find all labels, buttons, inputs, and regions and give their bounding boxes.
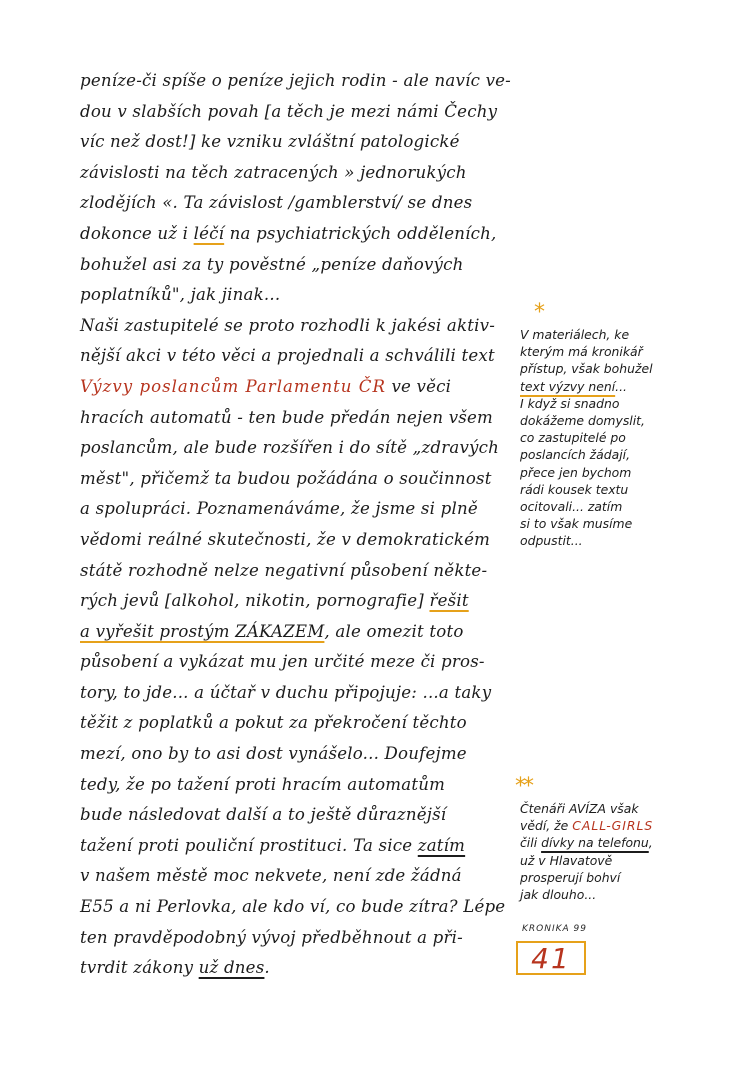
text-line: poslancům, ale bude rozšířen i do sítě „zdravých: [80, 438, 499, 458]
note-line: si to však musíme: [520, 516, 633, 532]
text-line: měst", přičemž ta budou požádána o součinnost: [80, 468, 492, 488]
double-asterisk-icon: **: [515, 774, 531, 799]
text-line: zlodějích «. Ta závislost /gamblerství/ se dnes: [80, 193, 473, 213]
underlined-word: řešit: [429, 591, 469, 611]
text-line: bohužel asi za ty pověstné „peníze daňových: [80, 254, 464, 274]
text-line: hracích automatů - ten bude předán nejen všem: [80, 407, 493, 427]
note-line: prosperují bohví: [520, 869, 621, 885]
page-number-box: [516, 941, 586, 975]
chronicle-label: KRONIKA 99: [522, 924, 587, 934]
underlined-word: léčí: [193, 223, 225, 243]
underlined-word: zatím: [417, 835, 466, 855]
text-line: těžit z poplatků a pokut za překročení těchto: [80, 713, 467, 733]
note-line: přístup, však bohužel: [520, 361, 653, 377]
text-line: bude následovat další a to ještě důraznější: [80, 805, 447, 825]
text-line: státě rozhodně nelze negativní působení někte-: [80, 560, 488, 580]
text-line: Výzvy poslancům Parlamentu ČR ve věci: [80, 376, 452, 396]
text-line: vědomi reálné skutečnosti, že v demokratickém: [80, 529, 491, 549]
text-line: peníze-či spíše o peníze jejich rodin - ale navíc ve-: [80, 71, 511, 90]
note-line: vědí, že CALL-GIRLS: [520, 818, 654, 834]
note-line: odpustit...: [520, 533, 583, 549]
text-line: mezí, ono by to asi dost vynášelo... Doufejme: [80, 744, 467, 764]
text-line: víc než dost!] ke vzniku zvláštní patologické: [80, 132, 460, 152]
note-line: text výzvy není...: [520, 378, 627, 394]
underlined-phrase: text výzvy není: [520, 378, 616, 394]
asterisk-icon: *: [534, 300, 545, 325]
note-line: Čtenáři AVÍZA však: [520, 801, 639, 816]
note-line: dokážeme domyslit,: [520, 413, 645, 429]
side-note-2: [520, 800, 690, 903]
red-title: Výzvy poslancům Parlamentu ČR: [80, 376, 386, 396]
text-line: rých jevů [alkohol, nikotin, pornografie] řešit: [80, 591, 469, 611]
page-number: 41: [531, 941, 571, 975]
underlined-phrase: a vyřešit prostým ZÁKAZEM: [80, 621, 325, 641]
text-line: E55 a ni Perlovka, ale kdo ví, co bude zítra? Lépe: [80, 897, 506, 917]
underlined-phrase: už dnes: [198, 958, 265, 978]
note-line: už v Hlavatově: [520, 852, 613, 868]
note-line: I když si snadno: [520, 395, 620, 411]
side-note-1: [520, 326, 690, 550]
text-line: ten pravděpodobný vývoj předběhnout a při-: [80, 927, 463, 947]
note-line: přece jen bychom: [520, 464, 632, 480]
text-line: tory, to jde... a účtař v duchu připojuje: ...a taky: [80, 682, 492, 702]
text-line: tedy, že po tažení proti hracím automatům: [80, 774, 446, 794]
text-line: Naši zastupitelé se proto rozhodli k jakési aktiv-: [80, 315, 496, 335]
text-line: dokonce už i léčí na psychiatrických odděleních,: [80, 223, 497, 243]
text-line: tvrdit zákony už dnes.: [80, 958, 270, 978]
note-line: ocitovali... zatím: [520, 499, 623, 515]
note-line: co zastupitelé po: [520, 430, 626, 446]
text-line: a spolupráci. Poznamenáváme, že jsme si plně: [80, 499, 478, 519]
text-line: poplatníků", jak jinak...: [80, 285, 281, 305]
text-line: nější akci v této věci a projednali a schválili text: [80, 346, 495, 366]
note-line: V materiálech, ke: [520, 327, 630, 342]
note-line: jak dlouho...: [520, 887, 597, 903]
note-line: kterým má kronikář: [520, 344, 643, 360]
text-line: tažení proti pouliční prostituci. Ta sice zatím: [80, 835, 466, 855]
red-word: CALL-GIRLS: [572, 818, 654, 834]
note-line: poslancích žádají,: [520, 447, 631, 463]
text-line: dou v slabších povah [a těch je mezi námi Čechy: [80, 101, 498, 121]
note-line: rádi kousek textu: [520, 481, 629, 497]
text-line: a vyřešit prostým ZÁKAZEM, ale omezit toto: [80, 621, 464, 641]
text-line: působení a vykázat mu jen určité meze či pros-: [80, 652, 485, 672]
underlined-phrase: dívky na telefonu: [541, 835, 649, 851]
text-line: závislosti na těch zatracených » jednorukých: [80, 162, 467, 182]
text-line: v našem městě moc nekvete, není zde žádná: [80, 866, 462, 886]
note-line: čili dívky na telefonu,: [520, 835, 653, 851]
main-text: [80, 66, 520, 984]
